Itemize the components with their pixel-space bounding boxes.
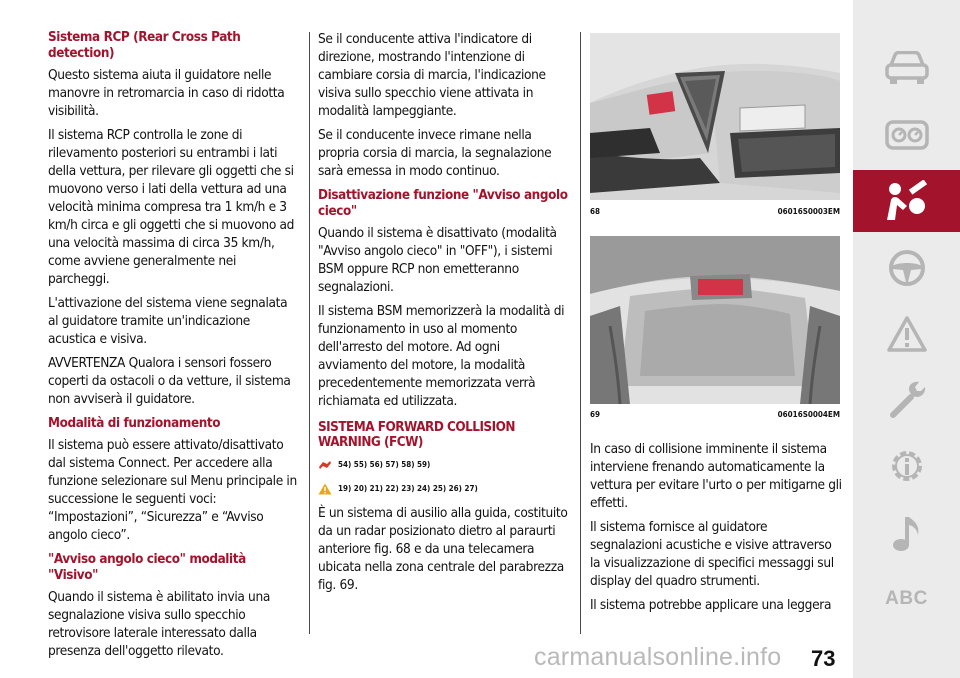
column-1 [48,30,298,666]
car-icon [885,51,929,85]
paragraph: Il sistema RCP controlla le zone di rilevamento posteriori su entrambi i lati della vettura, per rilevare gli oggetti che si muovono verso i lati della vettura ad una velocità minima compresa tra 1 km/h e 3 km/h circa e gli oggetti che si muovono ad una velocità massima di circa 35 km/h, come avviene generalmente nei parcheggi. [48,127,295,287]
instrument-cluster-icon [885,120,929,150]
paragraph: Il sistema può essere attivato/disattivato dal sistema Connect. Per accedere alla funzione selezionare sul Menu principale in successione le seguenti voci: “Impostazioni”, “Sicurezza” e “Avviso angolo cieco”. [48,437,297,543]
figure-68-caption [590,207,840,216]
figure-code: 06016S0003EM [777,207,840,216]
paragraph: Questo sistema aiuta il guidatore nelle manovre in retromarcia in caso di ridotta visibilità. [48,67,285,119]
column-2 [318,30,570,600]
sidebar-item-car[interactable] [853,37,960,99]
figure-number: 68 [590,207,601,216]
sidebar-item-multimedia[interactable] [853,502,960,564]
notes-reference [318,456,570,474]
notes-reference-text: 54) 55) 56) 57) 58) 59) [338,460,431,469]
paragraph: Se il conducente attiva l'indicatore di direzione, mostrando l'intenzione di cambiare corsia di marcia, l'indicazione visiva sullo specchio viene attivata in modalità lampeggiante. [318,31,546,119]
watermark: carmanualsonline.info [534,643,782,671]
windscreen-camera-illustration [590,236,840,404]
paragraph: Il sistema potrebbe applicare una leggera [590,597,832,613]
front-bumper-illustration [590,33,840,200]
technical-data-icon [886,445,928,487]
paragraph: Quando il sistema è disattivato (modalità "Avviso angolo cieco" in "OFF"), i sistemi BSM oppure RCP non emetteranno segnalazioni. [318,225,557,295]
column-divider [309,32,310,634]
figure-68-front-bumper [590,33,840,200]
column-3 [590,440,842,620]
figure-number: 69 [590,410,601,419]
warning-paragraph: AVVERTENZA Qualora i sensori fossero coperti da ostacoli o da vetture, il sistema non avviserà il guidatore. [48,355,291,407]
warnings-reference-text: 19) 20) 21) 22) 23) 24) 25) 26) 27) [338,484,478,493]
music-note-icon [892,513,922,553]
sidebar-item-starting-driving[interactable] [853,237,960,299]
steering-wheel-icon [887,248,927,288]
warning-triangle-small-icon [318,483,332,495]
sidebar-item-safety[interactable] [853,170,960,232]
sidebar-item-technical-data[interactable] [853,435,960,497]
sidebar-item-index[interactable] [853,568,960,630]
heading-fcw: SISTEMA FORWARD COLLISION WARNING (FCW) [318,420,515,450]
heading-modalita: Modalità di funzionamento [48,416,221,431]
sidebar-item-emergency[interactable] [853,303,960,365]
paragraph: Se il conducente invece rimane nella propria corsia di marcia, la segnalazione sarà emessa in modo continuo. [318,127,552,179]
sidebar-item-maintenance[interactable] [853,368,960,430]
abc-index-label: ABC [885,588,928,609]
sidebar-item-instruments[interactable] [853,104,960,166]
chapter-sidebar [853,0,960,678]
paragraph: L'attivazione del sistema viene segnalata al guidatore tramite un'indicazione acustica e visiva. [48,295,288,347]
figure-69-caption [590,410,840,419]
heading-rcp: Sistema RCP (Rear Cross Path detection) [48,30,241,61]
wrench-icon [887,379,927,419]
paragraph: Il sistema fornisce al guidatore segnalazioni acustiche e visive attraverso la visualizzazione di specifici messaggi sul display del quadro strumenti. [590,519,834,589]
heading-disattivazione: Disattivazione funzione "Avviso angolo cieco" [318,188,568,219]
figure-69-windscreen-camera [590,236,840,404]
paragraph: È un sistema di ausilio alla guida, costituito da un radar posizionato dietro al paraurti anteriore fig. 68 e da una telecamera ubicata nella zona centrale del parabrezza fig. 69. [318,505,568,593]
page-number: 73 [811,646,836,671]
column-divider [580,32,581,634]
paragraph: Il sistema BSM memorizzerà la modalità di funzionamento in uso al momento dell'arresto del motore. Ad ogni avviamento del motore, la modalità precedentemente memorizzata verrà richiamata ed utilizzata. [318,303,565,409]
airbag-safety-icon [883,180,931,222]
hand-note-icon [318,459,332,471]
warning-triangle-icon [886,315,928,353]
figure-code: 06016S0004EM [777,410,840,419]
paragraph: In caso di collisione imminente il sistema interviene frenando automaticamente la vettura per evitare l'urto o per mitigarne gli effetti. [590,441,842,511]
paragraph: Quando il sistema è abilitato invia una segnalazione visiva sullo specchio retrovisore laterale interessato dalla presenza dell'oggetto rilevato. [48,589,271,659]
warnings-reference [318,480,570,498]
heading-visivo: "Avviso angolo cieco" modalità "Visivo" [48,552,246,583]
